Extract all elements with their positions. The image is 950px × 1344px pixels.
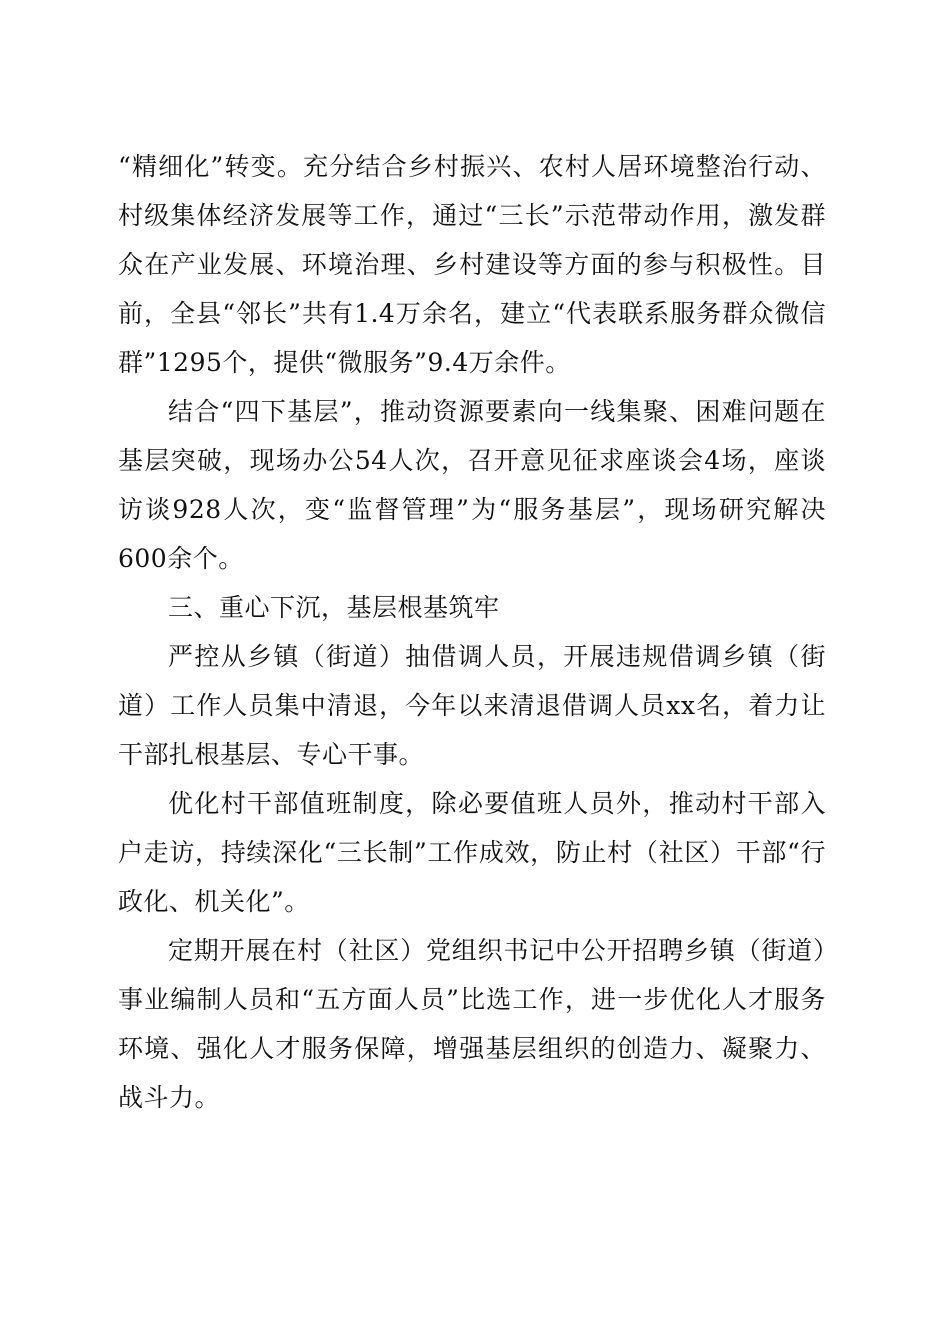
paragraph-duty-system: 优化村干部值班制度，除必要值班人员外，推动村干部入户走访，持续深化“三长制”工作成效，防止村（社区）干部“行政化、机关化”。: [118, 789, 826, 916]
section-heading-three: 三、重心下沉，基层根基筑牢: [168, 593, 500, 622]
paragraph-recruitment: 定期开展在村（社区）党组织书记中公开招聘乡镇（街道）事业编制人员和“五方面人员”比选工作，进一步优化人才服务环境、强化人才服务保障，增强基层组织的创造力、凝聚力、战斗力。: [118, 936, 826, 1112]
paragraph-four-down-grassroots: 结合“四下基层”，推动资源要素向一线集聚、困难问题在基层突破，现场办公54人次，召开意见征求座谈会4场，座谈访谈928人次，变“监督管理”为“服务基层”，现场研究解决600余个。: [118, 397, 826, 573]
paragraph-secondment-control: 严控从乡镇（街道）抽借调人员，开展违规借调乡镇（街道）工作人员集中清退，今年以来清退借调人员xx名，着力让干部扎根基层、专心干事。: [118, 642, 826, 769]
document-body: [118, 142, 826, 1122]
paragraph-continued: “精细化”转变。充分结合乡村振兴、农村人居环境整治行动、村级集体经济发展等工作，通过“三长”示范带动作用，激发群众在产业发展、环境治理、乡村建设等方面的参与积极性。目前，全县“邻长”共有1.4万余名，建立“代表联系服务群众微信群”1295个，提供“微服务”9.4万余件。: [118, 152, 826, 377]
